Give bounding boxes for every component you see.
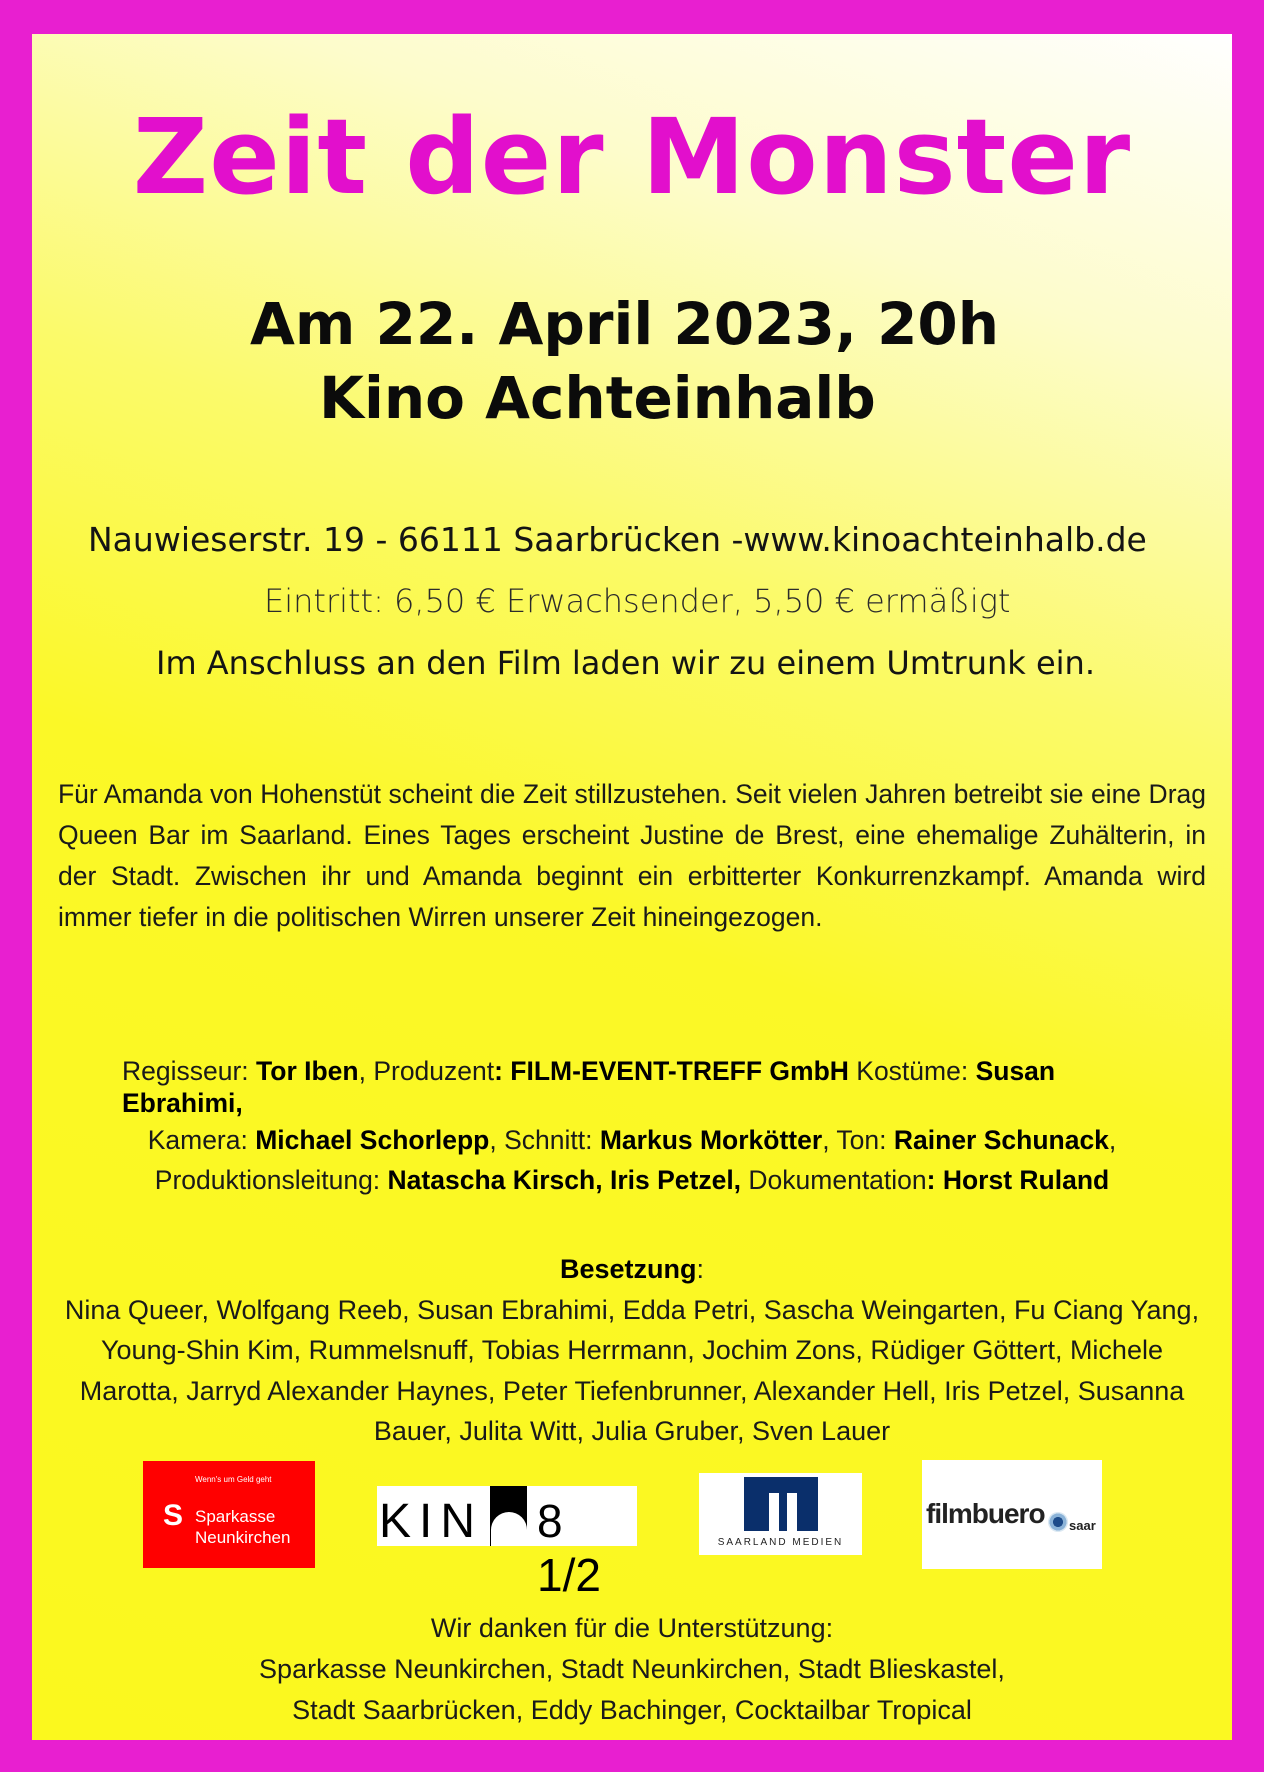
crew-punct: , — [1108, 1125, 1117, 1155]
crew-line-1b — [32, 1086, 1232, 1120]
kino-logo-arch-icon — [491, 1512, 527, 1546]
saarland-medien-logo — [699, 1473, 862, 1555]
filmbuero-saar-text: saar — [1069, 1518, 1096, 1533]
crew-name: : FILM-EVENT-TREFF GmbH — [494, 1056, 849, 1086]
poster — [32, 34, 1232, 1740]
crew-label: Dokumentation — [741, 1165, 927, 1195]
crew-credits — [32, 1056, 1232, 1200]
crew-label: , Schnitt: — [489, 1125, 600, 1155]
cast-heading — [52, 1249, 1212, 1290]
crew-line-1 — [32, 1056, 1202, 1086]
thanks-line: Stadt Saarbrücken, Eddy Bachinger, Cocktailbar Tropical — [292, 1695, 972, 1725]
crew-label: Kamera: — [147, 1125, 256, 1155]
eye-icon — [1048, 1512, 1068, 1532]
saarland-medien-mark-gap — [787, 1493, 797, 1531]
crew-name: Tor Iben — [256, 1056, 359, 1086]
ticket-price: Eintritt: 6,50 € Erwachsender, 5,50 € ermäßigt — [264, 582, 1011, 620]
crew-name: Markus Morkötter — [599, 1125, 823, 1155]
crew-label: , Ton: — [822, 1125, 894, 1155]
saarland-medien-mark-gap — [769, 1493, 779, 1531]
saarland-medien-text: SAARLAND MEDIEN — [717, 1537, 844, 1548]
filmbuero-text: filmbuero — [926, 1498, 1045, 1529]
cast-names: Nina Queer, Wolfgang Reeb, Susan Ebrahimi, Edda Petri, Sascha Weingarten, Fu Ciang Yang, Young-Shin Kim, Rummelsnuff, Tobias Herrmann, Jochim Zons, Rüdiger Göttert, Michele Marotta, Jarryd Alexander Haynes, Peter Tiefenbrunner, Alexander Hell, Iris Petzel, Susanna Bauer, Julita Witt, Julia Gruber, Sven Lauer — [64, 1294, 1200, 1446]
crew-name: Rainer Schunack — [893, 1125, 1109, 1155]
sparkasse-symbol-icon: S — [163, 1499, 184, 1532]
kino-achteinhalb-logo — [377, 1486, 637, 1601]
sparkasse-tagline: Wenn's um Geld geht — [195, 1475, 272, 1484]
filmbuero-saar-logo — [922, 1460, 1102, 1569]
sparkasse-location: Neunkirchen — [195, 1528, 291, 1547]
crew-name: Natascha Kirsch, Iris Petzel, — [387, 1165, 742, 1195]
crew-label: Regisseur: — [122, 1056, 257, 1086]
crew-name: Susan — [975, 1056, 1056, 1086]
event-date: Am 22. April 2023, 20h — [250, 290, 1000, 358]
venue-address: Nauwieserstr. 19 - 66111 Saarbrücken -www.kinoachteinhalb.de — [88, 520, 1147, 559]
poster-title: Zeit der Monster — [132, 96, 1132, 218]
crew-label: , Produzent — [358, 1056, 495, 1086]
thanks-line: Sparkasse Neunkirchen, Stadt Neunkirchen, Stadt Blieskastel, — [259, 1654, 1005, 1684]
kino-logo-text: KIN — [379, 1495, 484, 1548]
sparkasse-name: Sparkasse — [195, 1507, 276, 1526]
crew-name: Michael Schorlepp — [255, 1125, 490, 1155]
crew-name: Ebrahimi, — [122, 1088, 243, 1118]
cast-section — [52, 1249, 1212, 1452]
invite-text: Im Anschluss an den Film laden wir zu einem Umtrunk ein. — [156, 644, 1095, 682]
crew-label: Produktionsleitung: — [154, 1165, 388, 1195]
crew-line-3 — [32, 1160, 1232, 1200]
crew-name: : Horst Ruland — [926, 1165, 1110, 1195]
thanks-heading: Wir danken für die Unterstützung: — [430, 1613, 834, 1643]
synopsis: Für Amanda von Hohenstüt scheint die Zeit stillzustehen. Seit vielen Jahren betreibt sie eine Drag Queen Bar im Saarland. Eines Tages erscheint Justine de Brest, eine ehemalige Zuhälterin, in der Stadt. Zwischen ihr und Amanda beginnt ein erbitterter Konkurrenzkampf. Amanda wird immer tiefer in die politischen Wirren unserer Zeit hineingezogen. — [58, 779, 1206, 932]
thanks-section — [32, 1608, 1232, 1731]
sparkasse-logo — [143, 1461, 315, 1568]
event-venue: Kino Achteinhalb — [319, 364, 876, 432]
saarland-medien-mark-icon — [744, 1477, 818, 1531]
cast-heading-colon: : — [696, 1254, 705, 1284]
crew-label: Kostüme: — [848, 1056, 976, 1086]
kino-logo-number: 8 1/2 — [537, 1495, 601, 1601]
crew-line-2 — [32, 1120, 1232, 1160]
cast-heading-label: Besetzung — [559, 1254, 697, 1284]
